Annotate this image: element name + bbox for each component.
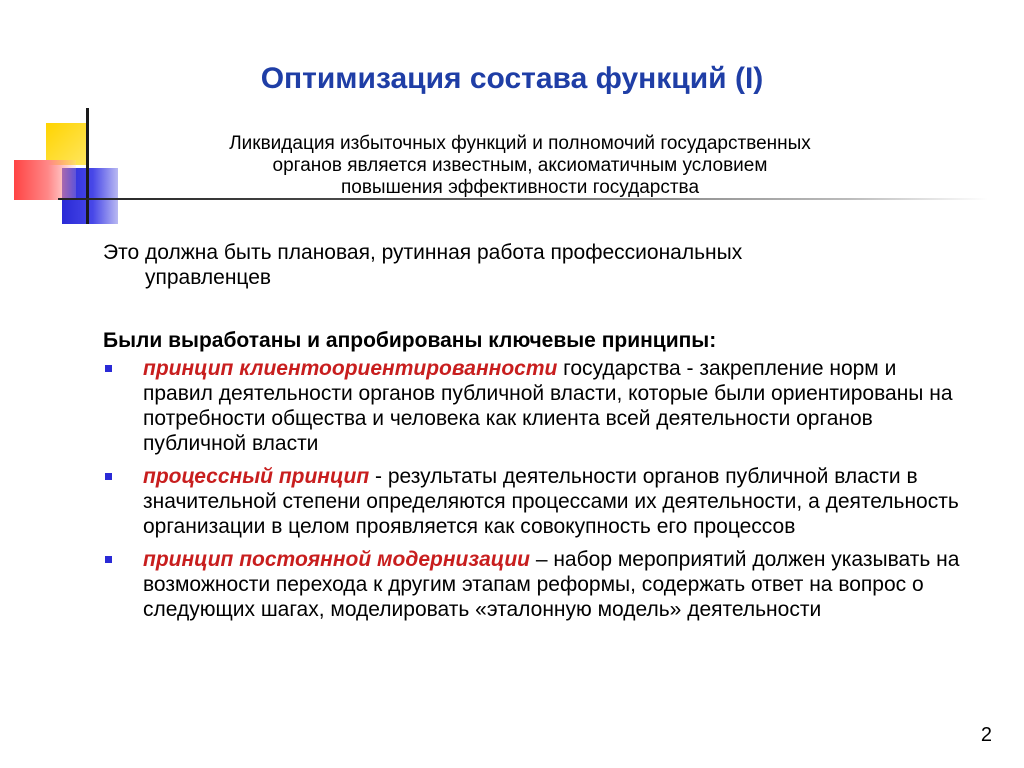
bullet-square-icon: [105, 473, 112, 480]
list-item: [103, 356, 963, 456]
principle-term: принцип клиентоориентированности: [143, 357, 558, 380]
list-item: [103, 547, 963, 622]
principle-term: процессный принцип: [143, 465, 370, 488]
paragraph-line: Это должна быть плановая, рутинная работа профессиональных: [103, 241, 743, 264]
routine-work-paragraph: [103, 240, 963, 290]
intro-text: [140, 133, 900, 199]
slide-title: Оптимизация состава функций (I): [260, 62, 764, 95]
principle-text: - результаты деятельности органов публичной власти в значительной степени определяются процессами их деятельности, а деятельность организации в целом проявляется как совокупность его процессов: [143, 465, 959, 538]
bullet-square-icon: [105, 556, 112, 563]
principles-list: [103, 356, 963, 630]
list-item: [103, 464, 963, 539]
decor-vertical-line: [86, 108, 89, 224]
principles-heading: Были выработаны и апробированы ключевые принципы:: [103, 329, 717, 352]
decor-yellow-square: [46, 123, 88, 165]
intro-line: повышения эффективности государства: [340, 177, 700, 198]
principle-term: принцип постоянной модернизации: [143, 548, 530, 571]
intro-line: Ликвидация избыточных функций и полномочий государственных: [229, 133, 811, 154]
decor-red-square: [14, 160, 76, 200]
principle-text: – набор мероприятий должен указывать на возможности перехода к другим этапам реформы, содержать ответ на вопрос о следующих шагах, моделировать «эталонную модель» деятельности: [143, 548, 960, 621]
paragraph-line: управленцев: [145, 266, 272, 289]
principle-text: государства - закрепление норм и правил деятельности органов публичной власти, которые были ориентированы на потребности общества и человека как клиента всей деятельности органов публичной власти: [143, 357, 953, 455]
decorative-graphic: [0, 0, 260, 240]
bullet-square-icon: [105, 365, 112, 372]
page-number: 2: [980, 724, 992, 746]
intro-line: органов является известным, аксиоматичным условием: [272, 155, 768, 176]
